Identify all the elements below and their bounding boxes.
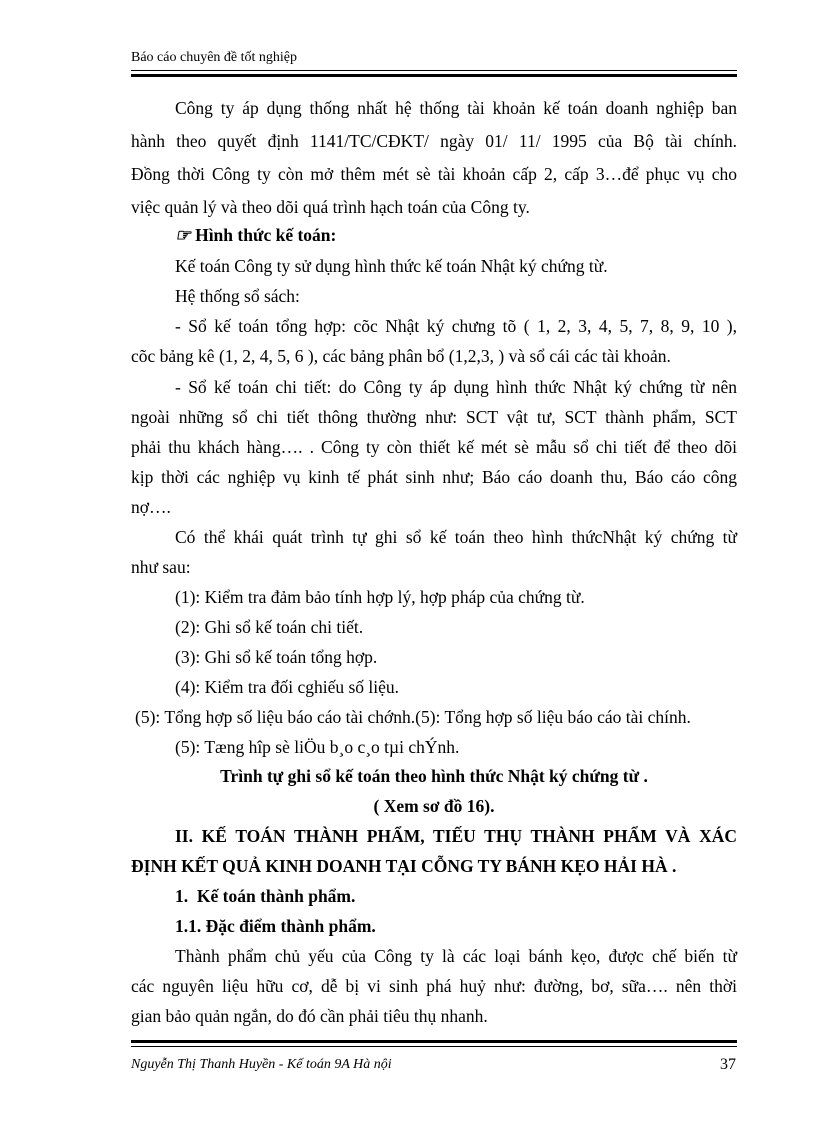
diagram-reference: ( Xem sơ đồ 16). — [373, 796, 495, 816]
list-item: (3): Ghi sổ kế toán tổng hợp. — [175, 647, 378, 667]
paragraph-line: cõc bảng kê (1, 2, 4, 5, 6 ), các bảng phân bổ (1,2,3, ) và sổ cái các tài khoản. — [131, 346, 671, 366]
page-number: 37 — [720, 1056, 736, 1073]
section-heading: ĐỊNH KẾT QUẢ KINH DOANH TẠI CỖNG TY BÁNH KẸO HẢI HÀ . — [131, 856, 677, 876]
header-rule-thick — [131, 74, 737, 77]
paragraph-line: Công ty áp dụng thống nhất hệ thống tài khoản kế toán doanh nghiệp ban — [175, 98, 737, 118]
footer-rule-thick — [131, 1040, 737, 1043]
section-heading: II. KẾ TOÁN THÀNH PHẨM, TIẾU THỤ THÀNH PHẨM VÀ XÁC — [175, 826, 737, 846]
header-title: Báo cáo chuyên đề tốt nghiệp — [131, 50, 298, 65]
paragraph-line: nợ…. — [131, 497, 171, 517]
paragraph-line: các nguyên liệu hữu cơ, dễ bị vi sinh phá huỷ như: đường, bơ, sữa…. nên thời — [131, 976, 737, 996]
paragraph-line: - Sổ kế toán chi tiết: do Công ty áp dụng hình thức Nhật ký chứng từ nên — [175, 377, 737, 397]
subsection-number: 1. — [175, 886, 189, 906]
subsection-title: Kế toán thành phẩm. — [196, 886, 356, 906]
paragraph-line: hành theo quyết định 1141/TC/CĐKT/ ngày 01/ 11/ 1995 của Bộ tài chính. — [131, 131, 737, 151]
subsection-heading — [131, 884, 737, 908]
paragraph-line: Thành phẩm chủ yếu của Công ty là các loại bánh kẹo, được chế biến từ — [175, 946, 737, 966]
paragraph-line: Có thể khái quát trình tự ghi sổ kế toán theo hình thứcNhật ký chứng từ — [175, 527, 737, 547]
paragraph-line: việc quản lý và theo dõi quá trình hạch toán của Công ty. — [131, 197, 530, 217]
heading-text: Hình thức kế toán: — [195, 225, 337, 245]
header-rule-thin — [131, 70, 737, 71]
list-item: (5): Tæng hîp sè liÖu b¸o c¸o tµi chÝnh. — [175, 737, 460, 757]
paragraph-line: gian bảo quản ngắn, do đó cần phải tiêu thụ nhanh. — [131, 1006, 488, 1026]
list-item: (5): Tổng hợp số liệu báo cáo tài chớnh.(5): Tổng hợp số liệu báo cáo tài chính. — [135, 707, 691, 727]
paragraph-line: - Sổ kế toán tổng hợp: cõc Nhật ký chưng tõ ( 1, 2, 3, 4, 5, 7, 8, 9, 10 ), — [175, 316, 737, 336]
paragraph-line: như sau: — [131, 557, 191, 577]
paragraph-line: phải thu khách hàng…. . Công ty còn thiết kế mét sè mẫu sổ chi tiết để theo dõi — [131, 437, 737, 457]
subsection-heading: 1.1. Đặc điểm thành phẩm. — [175, 916, 376, 936]
list-item: (1): Kiểm tra đảm bảo tính hợp lý, hợp pháp của chứng từ. — [175, 587, 585, 607]
paragraph-line: Đồng thời Công ty còn mở thêm mét sè tài khoản cấp 2, cấp 3…để phục vụ cho — [131, 164, 737, 184]
paragraph-line: Kế toán Công ty sử dụng hình thức kế toán Nhật ký chứng từ. — [175, 256, 608, 276]
paragraph-line: ngoài những sổ chi tiết thông thường như: SCT vật tư, SCT thành phẩm, SCT — [131, 407, 737, 427]
list-item: (2): Ghi sổ kế toán chi tiết. — [175, 617, 364, 637]
pointing-hand-icon: ☞ — [175, 225, 191, 245]
paragraph-line: Hệ thống sổ sách: — [175, 286, 300, 306]
footer-author: Nguyễn Thị Thanh Huyền - Kế toán 9A Hà nội — [131, 1057, 392, 1072]
heading-hinh-thuc — [131, 223, 737, 247]
diagram-caption: Trình tự ghi sổ kế toán theo hình thức Nhật ký chứng từ . — [220, 766, 648, 786]
list-item: (4): Kiểm tra đối cghiếu số liệu. — [175, 677, 400, 697]
paragraph-line: kịp thời các nghiệp vụ kinh tế phát sinh như; Báo cáo doanh thu, Báo cáo công — [131, 467, 737, 487]
footer-rule-thin — [131, 1046, 737, 1047]
